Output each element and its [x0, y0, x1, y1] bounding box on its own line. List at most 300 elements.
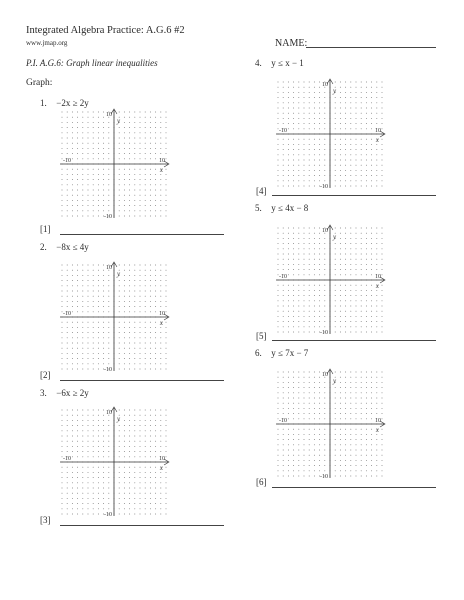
grid-dot — [98, 179, 99, 180]
grid-dot — [150, 158, 151, 159]
grid-dot — [98, 430, 99, 431]
grid-dot — [324, 434, 325, 435]
grid-dot — [382, 418, 383, 419]
grid-dot — [134, 369, 135, 370]
grid-dot — [160, 327, 161, 328]
grid-dot — [134, 353, 135, 354]
grid-dot — [129, 169, 130, 170]
tick-label-left: -10 — [63, 158, 71, 164]
grid-dot — [293, 248, 294, 249]
grid-dot — [350, 228, 351, 229]
grid-dot — [366, 123, 367, 124]
grid-dot — [103, 190, 104, 191]
grid-dot — [166, 498, 167, 499]
grid-dot — [119, 446, 120, 447]
grid-dot — [288, 382, 289, 383]
grid-dot — [324, 149, 325, 150]
grid-dot — [382, 306, 383, 307]
grid-dot — [319, 444, 320, 445]
grid-dot — [319, 154, 320, 155]
grid-dot — [77, 451, 78, 452]
grid-dot — [324, 170, 325, 171]
grid-dot — [93, 169, 94, 170]
grid-dot — [155, 169, 156, 170]
grid-dot — [366, 332, 367, 333]
grid-dot — [371, 290, 372, 291]
grid-dot — [319, 470, 320, 471]
grid-dot — [319, 128, 320, 129]
grid-dot — [124, 296, 125, 297]
grid-dot — [119, 503, 120, 504]
grid-dot — [124, 488, 125, 489]
grid-dot — [376, 460, 377, 461]
grid-dot — [140, 436, 141, 437]
grid-dot — [361, 113, 362, 114]
grid-dot — [150, 327, 151, 328]
grid-dot — [356, 170, 357, 171]
grid-dot — [62, 216, 63, 217]
grid-dot — [119, 301, 120, 302]
grid-dot — [314, 113, 315, 114]
grid-dot — [98, 436, 99, 437]
grid-dot — [67, 441, 68, 442]
grid-dot — [67, 337, 68, 338]
grid-dot — [324, 180, 325, 181]
grid-dot — [155, 112, 156, 113]
grid-dot — [309, 285, 310, 286]
grid-dot — [314, 248, 315, 249]
grid-dot — [335, 444, 336, 445]
grid-dot — [108, 138, 109, 139]
grid-dot — [314, 238, 315, 239]
grid-dot — [88, 200, 89, 201]
grid-dot — [82, 503, 83, 504]
grid-dot — [108, 337, 109, 338]
grid-dot — [340, 429, 341, 430]
grid-dot — [356, 387, 357, 388]
grid-dot — [304, 82, 305, 83]
grid-dot — [278, 476, 279, 477]
grid-dot — [366, 228, 367, 229]
grid-dot — [82, 169, 83, 170]
grid-dot — [278, 392, 279, 393]
grid-dot — [108, 158, 109, 159]
tick-label-right: 10 — [159, 311, 165, 317]
grid-dot — [350, 248, 351, 249]
grid-dot — [62, 132, 63, 133]
grid-dot — [356, 87, 357, 88]
grid-dot — [98, 311, 99, 312]
grid-dot — [278, 82, 279, 83]
grid-dot — [150, 348, 151, 349]
grid-dot — [150, 280, 151, 281]
grid-dot — [371, 259, 372, 260]
grid-dot — [67, 451, 68, 452]
grid-dot — [319, 439, 320, 440]
grid-dot — [155, 122, 156, 123]
grid-dot — [382, 170, 383, 171]
grid-dot — [150, 132, 151, 133]
grid-dot — [366, 460, 367, 461]
grid-dot — [350, 326, 351, 327]
grid-dot — [93, 493, 94, 494]
grid-dot — [155, 275, 156, 276]
grid-dot — [67, 363, 68, 364]
grid-dot — [62, 306, 63, 307]
grid-dot — [314, 118, 315, 119]
grid-dot — [62, 112, 63, 113]
grid-dot — [145, 503, 146, 504]
grid-dot — [88, 348, 89, 349]
grid-dot — [340, 254, 341, 255]
grid-dot — [314, 311, 315, 312]
grid-dot — [166, 363, 167, 364]
grid-dot — [160, 280, 161, 281]
grid-dot — [160, 363, 161, 364]
grid-dot — [309, 403, 310, 404]
grid-dot — [309, 102, 310, 103]
grid-dot — [119, 205, 120, 206]
grid-dot — [119, 210, 120, 211]
grid-dot — [335, 429, 336, 430]
grid-dot — [72, 363, 73, 364]
grid-dot — [366, 92, 367, 93]
grid-dot — [124, 353, 125, 354]
grid-dot — [298, 149, 299, 150]
y-axis-name: y — [333, 87, 337, 95]
grid-dot — [382, 128, 383, 129]
grid-dot — [67, 153, 68, 154]
grid-dot — [335, 300, 336, 301]
grid-dot — [160, 270, 161, 271]
grid-dot — [278, 139, 279, 140]
grid-dot — [319, 238, 320, 239]
grid-dot — [366, 285, 367, 286]
grid-dot — [62, 153, 63, 154]
grid-dot — [298, 228, 299, 229]
grid-dot — [371, 460, 372, 461]
coordinate-grid-3 — [62, 410, 166, 518]
grid-dot — [103, 122, 104, 123]
grid-dot — [350, 403, 351, 404]
grid-dot — [93, 200, 94, 201]
grid-dot — [361, 259, 362, 260]
grid-dot — [166, 353, 167, 354]
grid-dot — [67, 430, 68, 431]
grid-dot — [345, 306, 346, 307]
grid-dot — [314, 460, 315, 461]
grid-dot — [356, 228, 357, 229]
grid-dot — [140, 441, 141, 442]
grid-dot — [314, 332, 315, 333]
grid-dot — [103, 301, 104, 302]
problem-number: 2. — [40, 242, 47, 252]
grid-dot — [77, 200, 78, 201]
grid-dot — [93, 148, 94, 149]
grid-dot — [324, 274, 325, 275]
grid-dot — [72, 280, 73, 281]
grid-dot — [166, 369, 167, 370]
grid-dot — [283, 123, 284, 124]
grid-dot — [345, 450, 346, 451]
grid-dot — [283, 233, 284, 234]
grid-dot — [150, 498, 151, 499]
grid-dot — [129, 353, 130, 354]
grid-dot — [82, 322, 83, 323]
grid-dot — [278, 87, 279, 88]
grid-dot — [72, 358, 73, 359]
grid-dot — [319, 97, 320, 98]
grid-dot — [350, 139, 351, 140]
grid-dot — [62, 441, 63, 442]
grid-dot — [361, 285, 362, 286]
grid-dot — [356, 306, 357, 307]
tick-label-right: 10 — [159, 456, 165, 462]
grid-dot — [319, 160, 320, 161]
grid-dot — [155, 343, 156, 344]
grid-dot — [278, 450, 279, 451]
grid-dot — [283, 377, 284, 378]
grid-dot — [278, 316, 279, 317]
grid-dot — [340, 123, 341, 124]
grid-dot — [371, 97, 372, 98]
grid-dot — [77, 420, 78, 421]
grid-dot — [288, 434, 289, 435]
grid-dot — [283, 372, 284, 373]
grid-dot — [140, 430, 141, 431]
grid-dot — [88, 358, 89, 359]
tick-label-top: 10 — [106, 112, 112, 118]
grid-dot — [314, 87, 315, 88]
grid-dot — [82, 265, 83, 266]
grid-dot — [350, 398, 351, 399]
grid-dot — [304, 180, 305, 181]
tick-label-left: -10 — [279, 418, 287, 424]
grid-dot — [356, 470, 357, 471]
grid-dot — [108, 127, 109, 128]
grid-dot — [93, 132, 94, 133]
grid-dot — [93, 327, 94, 328]
grid-dot — [361, 92, 362, 93]
grid-dot — [283, 455, 284, 456]
grid-dot — [134, 184, 135, 185]
grid-dot — [77, 117, 78, 118]
grid-dot — [160, 472, 161, 473]
grid-dot — [345, 248, 346, 249]
grid-dot — [335, 108, 336, 109]
grid-dot — [298, 332, 299, 333]
grid-dot — [145, 322, 146, 323]
grid-dot — [361, 123, 362, 124]
grid-dot — [361, 418, 362, 419]
grid-dot — [155, 503, 156, 504]
grid-dot — [298, 418, 299, 419]
grid-dot — [93, 436, 94, 437]
grid-dot — [345, 465, 346, 466]
grid-dot — [288, 154, 289, 155]
grid-dot — [293, 254, 294, 255]
grid-dot — [335, 139, 336, 140]
grid-dot — [356, 92, 357, 93]
grid-dot — [103, 184, 104, 185]
grid-dot — [278, 97, 279, 98]
grid-dot — [340, 154, 341, 155]
grid-dot — [366, 102, 367, 103]
grid-dot — [155, 514, 156, 515]
grid-dot — [129, 508, 130, 509]
grid-dot — [340, 455, 341, 456]
grid-dot — [298, 285, 299, 286]
grid-dot — [304, 144, 305, 145]
grid-dot — [160, 174, 161, 175]
grid-dot — [371, 233, 372, 234]
grid-dot — [134, 275, 135, 276]
grid-dot — [88, 291, 89, 292]
grid-dot — [134, 306, 135, 307]
grid-dot — [340, 285, 341, 286]
grid-dot — [340, 248, 341, 249]
grid-dot — [72, 195, 73, 196]
grid-dot — [293, 444, 294, 445]
grid-dot — [335, 228, 336, 229]
grid-dot — [67, 127, 68, 128]
grid-dot — [382, 311, 383, 312]
grid-dot — [150, 205, 151, 206]
grid-dot — [150, 184, 151, 185]
grid-dot — [335, 102, 336, 103]
grid-dot — [88, 127, 89, 128]
grid-dot — [350, 429, 351, 430]
grid-dot — [319, 254, 320, 255]
grid-dot — [314, 377, 315, 378]
grid-dot — [376, 326, 377, 327]
grid-dot — [382, 439, 383, 440]
grid-dot — [350, 82, 351, 83]
grid-dot — [166, 503, 167, 504]
grid-dot — [345, 332, 346, 333]
grid-dot — [298, 113, 299, 114]
grid-dot — [345, 321, 346, 322]
grid-dot — [340, 418, 341, 419]
grid-dot — [361, 160, 362, 161]
grid-dot — [62, 363, 63, 364]
grid-dot — [98, 216, 99, 217]
grid-dot — [77, 508, 78, 509]
grid-dot — [155, 430, 156, 431]
grid-dot — [340, 377, 341, 378]
grid-dot — [77, 410, 78, 411]
grid-dot — [145, 441, 146, 442]
grid-dot — [103, 117, 104, 118]
grid-dot — [67, 482, 68, 483]
grid-dot — [309, 264, 310, 265]
grid-dot — [376, 175, 377, 176]
grid-dot — [304, 264, 305, 265]
grid-dot — [140, 332, 141, 333]
grid-dot — [371, 476, 372, 477]
grid-dot — [340, 392, 341, 393]
grid-dot — [361, 290, 362, 291]
grid-dot — [103, 275, 104, 276]
grid-dot — [145, 353, 146, 354]
grid-dot — [345, 300, 346, 301]
grid-dot — [319, 170, 320, 171]
grid-dot — [278, 290, 279, 291]
grid-dot — [288, 450, 289, 451]
grid-dot — [140, 301, 141, 302]
grid-dot — [140, 195, 141, 196]
grid-dot — [319, 259, 320, 260]
grid-dot — [335, 243, 336, 244]
grid-dot — [345, 326, 346, 327]
grid-dot — [82, 415, 83, 416]
grid-dot — [119, 280, 120, 281]
grid-dot — [77, 195, 78, 196]
grid-dot — [98, 363, 99, 364]
grid-dot — [129, 514, 130, 515]
grid-dot — [293, 306, 294, 307]
grid-dot — [371, 434, 372, 435]
grid-dot — [155, 153, 156, 154]
grid-dot — [150, 285, 151, 286]
grid-dot — [108, 425, 109, 426]
grid-dot — [77, 358, 78, 359]
grid-dot — [304, 113, 305, 114]
grid-dot — [134, 158, 135, 159]
grid-dot — [288, 408, 289, 409]
grid-dot — [356, 455, 357, 456]
grid-dot — [134, 488, 135, 489]
grid-dot — [345, 123, 346, 124]
grid-dot — [350, 113, 351, 114]
grid-dot — [88, 503, 89, 504]
grid-dot — [93, 498, 94, 499]
grid-dot — [129, 363, 130, 364]
grid-dot — [298, 306, 299, 307]
grid-dot — [361, 444, 362, 445]
grid-dot — [67, 508, 68, 509]
grid-dot — [140, 122, 141, 123]
grid-dot — [298, 233, 299, 234]
grid-dot — [298, 295, 299, 296]
grid-dot — [366, 108, 367, 109]
grid-dot — [166, 337, 167, 338]
grid-dot — [376, 269, 377, 270]
grid-dot — [150, 122, 151, 123]
grid-dot — [345, 108, 346, 109]
grid-dot — [366, 450, 367, 451]
grid-dot — [140, 410, 141, 411]
grid-dot — [345, 82, 346, 83]
grid-dot — [319, 264, 320, 265]
grid-dot — [103, 143, 104, 144]
grid-dot — [166, 358, 167, 359]
x-axis-name: x — [375, 282, 379, 290]
grid-dot — [150, 296, 151, 297]
grid-dot — [93, 477, 94, 478]
grid-dot — [134, 285, 135, 286]
grid-dot — [304, 290, 305, 291]
grid-dot — [166, 441, 167, 442]
grid-dot — [155, 143, 156, 144]
grid-dot — [129, 301, 130, 302]
grid-dot — [314, 387, 315, 388]
grid-dot — [314, 92, 315, 93]
grid-dot — [382, 398, 383, 399]
grid-dot — [288, 248, 289, 249]
y-axis-name: y — [333, 233, 337, 241]
grid-dot — [304, 186, 305, 187]
